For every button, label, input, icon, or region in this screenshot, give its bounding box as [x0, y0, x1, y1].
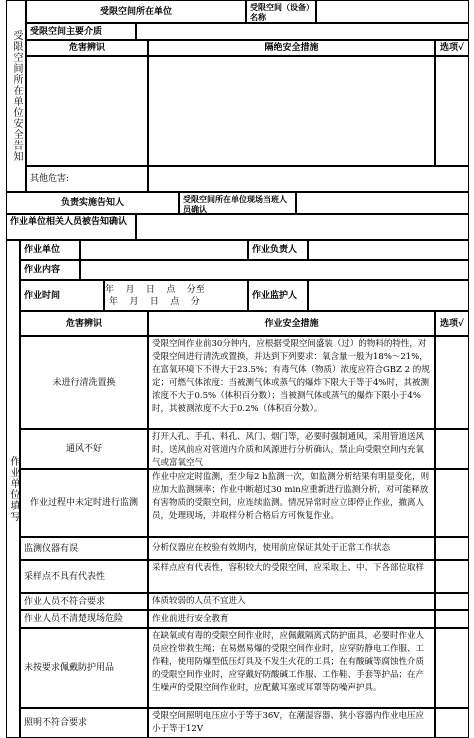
medium-value[interactable] — [136, 23, 469, 40]
measure-cell: 作业中应定时监测，至少每2 h监测一次，如监测分析结果有明显变化，则应加大监测频率；作业中断超过30 min应重新进行监测分析，对可能释放有害物质的受限空间，应连续监测。情况异常时应立即停止作业，撤离人员，处理现场，并取样分析合格后方可恢复作业。 — [148, 469, 435, 537]
hazard-cell: 未按要求佩戴防护用品 — [20, 628, 148, 708]
section1-option-header: 选项√ — [435, 40, 469, 56]
work-unit-label: 作业单位 — [20, 240, 80, 260]
option-checkbox[interactable] — [435, 708, 469, 738]
measure-cell: 打开人孔、手孔、料孔、风门、烟门等，必要时强制通风，采用管道送风时，送风前应对管道内介质和风源进行分析确认，禁止向受限空间内充氧气或富氧空气 — [148, 429, 435, 469]
option-checkbox[interactable] — [435, 628, 469, 708]
medium-label: 受限空间主要介质 — [26, 23, 136, 40]
isolation-area[interactable] — [148, 56, 435, 166]
supervisor-label: 作业监护人 — [248, 280, 308, 311]
hazard-cell: 采样点不具有代表性 — [20, 560, 148, 593]
device-label: 受限空间（设备）名称 — [246, 0, 316, 23]
work-unit-value[interactable] — [80, 240, 248, 260]
option-checkbox[interactable] — [435, 429, 469, 469]
notify-value[interactable] — [136, 214, 469, 240]
resp-label: 负责实施告知人 — [6, 192, 179, 214]
work-leader-value[interactable] — [308, 240, 469, 260]
work-leader-label: 作业负责人 — [248, 240, 308, 260]
hazard-cell: 作业过程中未定时进行监测 — [20, 469, 148, 537]
section2-side-label: 作业单位填写 — [6, 240, 20, 738]
work-time-value[interactable] — [104, 280, 248, 311]
measure-header: 作业安全措施 — [148, 311, 435, 336]
option-checkbox[interactable] — [435, 610, 469, 628]
work-content-value[interactable] — [80, 260, 469, 280]
measure-cell: 体质较弱的人员不宜进入 — [148, 593, 435, 610]
device-value[interactable] — [316, 0, 469, 23]
work-time-label: 作业时间 — [20, 280, 104, 311]
section2-hazard-header: 危害辨识 — [20, 311, 148, 336]
option-checkbox[interactable] — [435, 469, 469, 537]
unit-label: 受限空间所在单位 — [26, 0, 246, 23]
confirm-signature[interactable] — [296, 192, 469, 214]
hazard-cell: 通风不好 — [20, 429, 148, 469]
hazard-cell: 监测仪器有误 — [20, 537, 148, 560]
measure-cell: 作业前进行安全教育 — [148, 610, 435, 628]
hazard-cell: 作业人员不符合要求 — [20, 593, 148, 610]
section1-hazard-header: 危害辨识 — [26, 40, 148, 56]
hazard-cell: 照明不符合要求 — [20, 708, 148, 738]
notify-label: 作业单位相关人员被告知确认 — [6, 214, 136, 240]
section2-option-header: 选项√ — [435, 311, 469, 336]
measure-cell: 受限空间照明电压应小于等于36V，在潮湿容器、狭小容器内作业电压应小于等于12V — [148, 708, 435, 738]
option-checkbox[interactable] — [435, 593, 469, 610]
option-checkbox[interactable] — [435, 537, 469, 560]
option-checkbox[interactable] — [435, 336, 469, 429]
measure-cell: 在缺氧或有毒的受限空间作业时，应佩戴隔离式防护面具，必要时作业人员应拴带救生绳；在易燃易爆的受限空间作业时，应穿防静电工作服、工作鞋，使用防爆型低压灯具及不发生火花的工具；在有酸碱等腐蚀性介质的受限空间作业时，应穿戴好防酸碱工作服、工作鞋、手套等护品；在产生噪声的受限空间作业时，应配戴耳塞或耳罩等防噪声护具。 — [148, 628, 435, 708]
isolation-header: 隔绝安全措施 — [148, 40, 435, 56]
time-end: 年 月 日 点 分 — [109, 296, 200, 307]
time-start: 年 月 日 点 分至 — [105, 284, 205, 295]
other-hazard-label: 其他危害: — [26, 166, 148, 192]
other-hazard-value[interactable] — [148, 166, 469, 192]
option-checkbox[interactable] — [435, 560, 469, 593]
hazard-cell: 未进行清洗置换 — [20, 336, 148, 429]
section1-option-area[interactable] — [435, 56, 469, 166]
confirm-label: 受限空间所在单位现场当班人员确认 — [179, 192, 296, 214]
measure-cell: 分析仪器应在校验有效期内，使用前应保证其处于正常工作状态 — [148, 537, 435, 560]
hazard-area[interactable] — [26, 56, 148, 166]
measure-cell: 受限空间作业前30分钟内，应根据受限空间盛装（过）的物料的特性，对受限空间进行清洗或置换，并达到下列要求：氧含量一般为18%～21%，在富氧环境下不得大于23.5%；有毒气体（物质）浓度应符合GBZ 2 的规定；可燃气体浓度：当被测气体或蒸气的爆炸下限大于等于4%时，其被测浓度不大于0.5%（体积百分数）；当被测气体或蒸气的爆炸下限小于4%时，其被测浓度不大于0.2%（体积百分数）。 — [148, 336, 435, 429]
hazard-cell: 作业人员不清楚现场危险 — [20, 610, 148, 628]
measure-cell: 采样点应有代表性，容积较大的受限空间，应采取上、中、下各部位取样 — [148, 560, 435, 593]
work-content-label: 作业内容 — [20, 260, 80, 280]
section1-side-label: 受限空间所在单位安全告知 — [6, 0, 26, 192]
permit-form — [6, 0, 469, 738]
supervisor-value[interactable] — [308, 280, 469, 311]
